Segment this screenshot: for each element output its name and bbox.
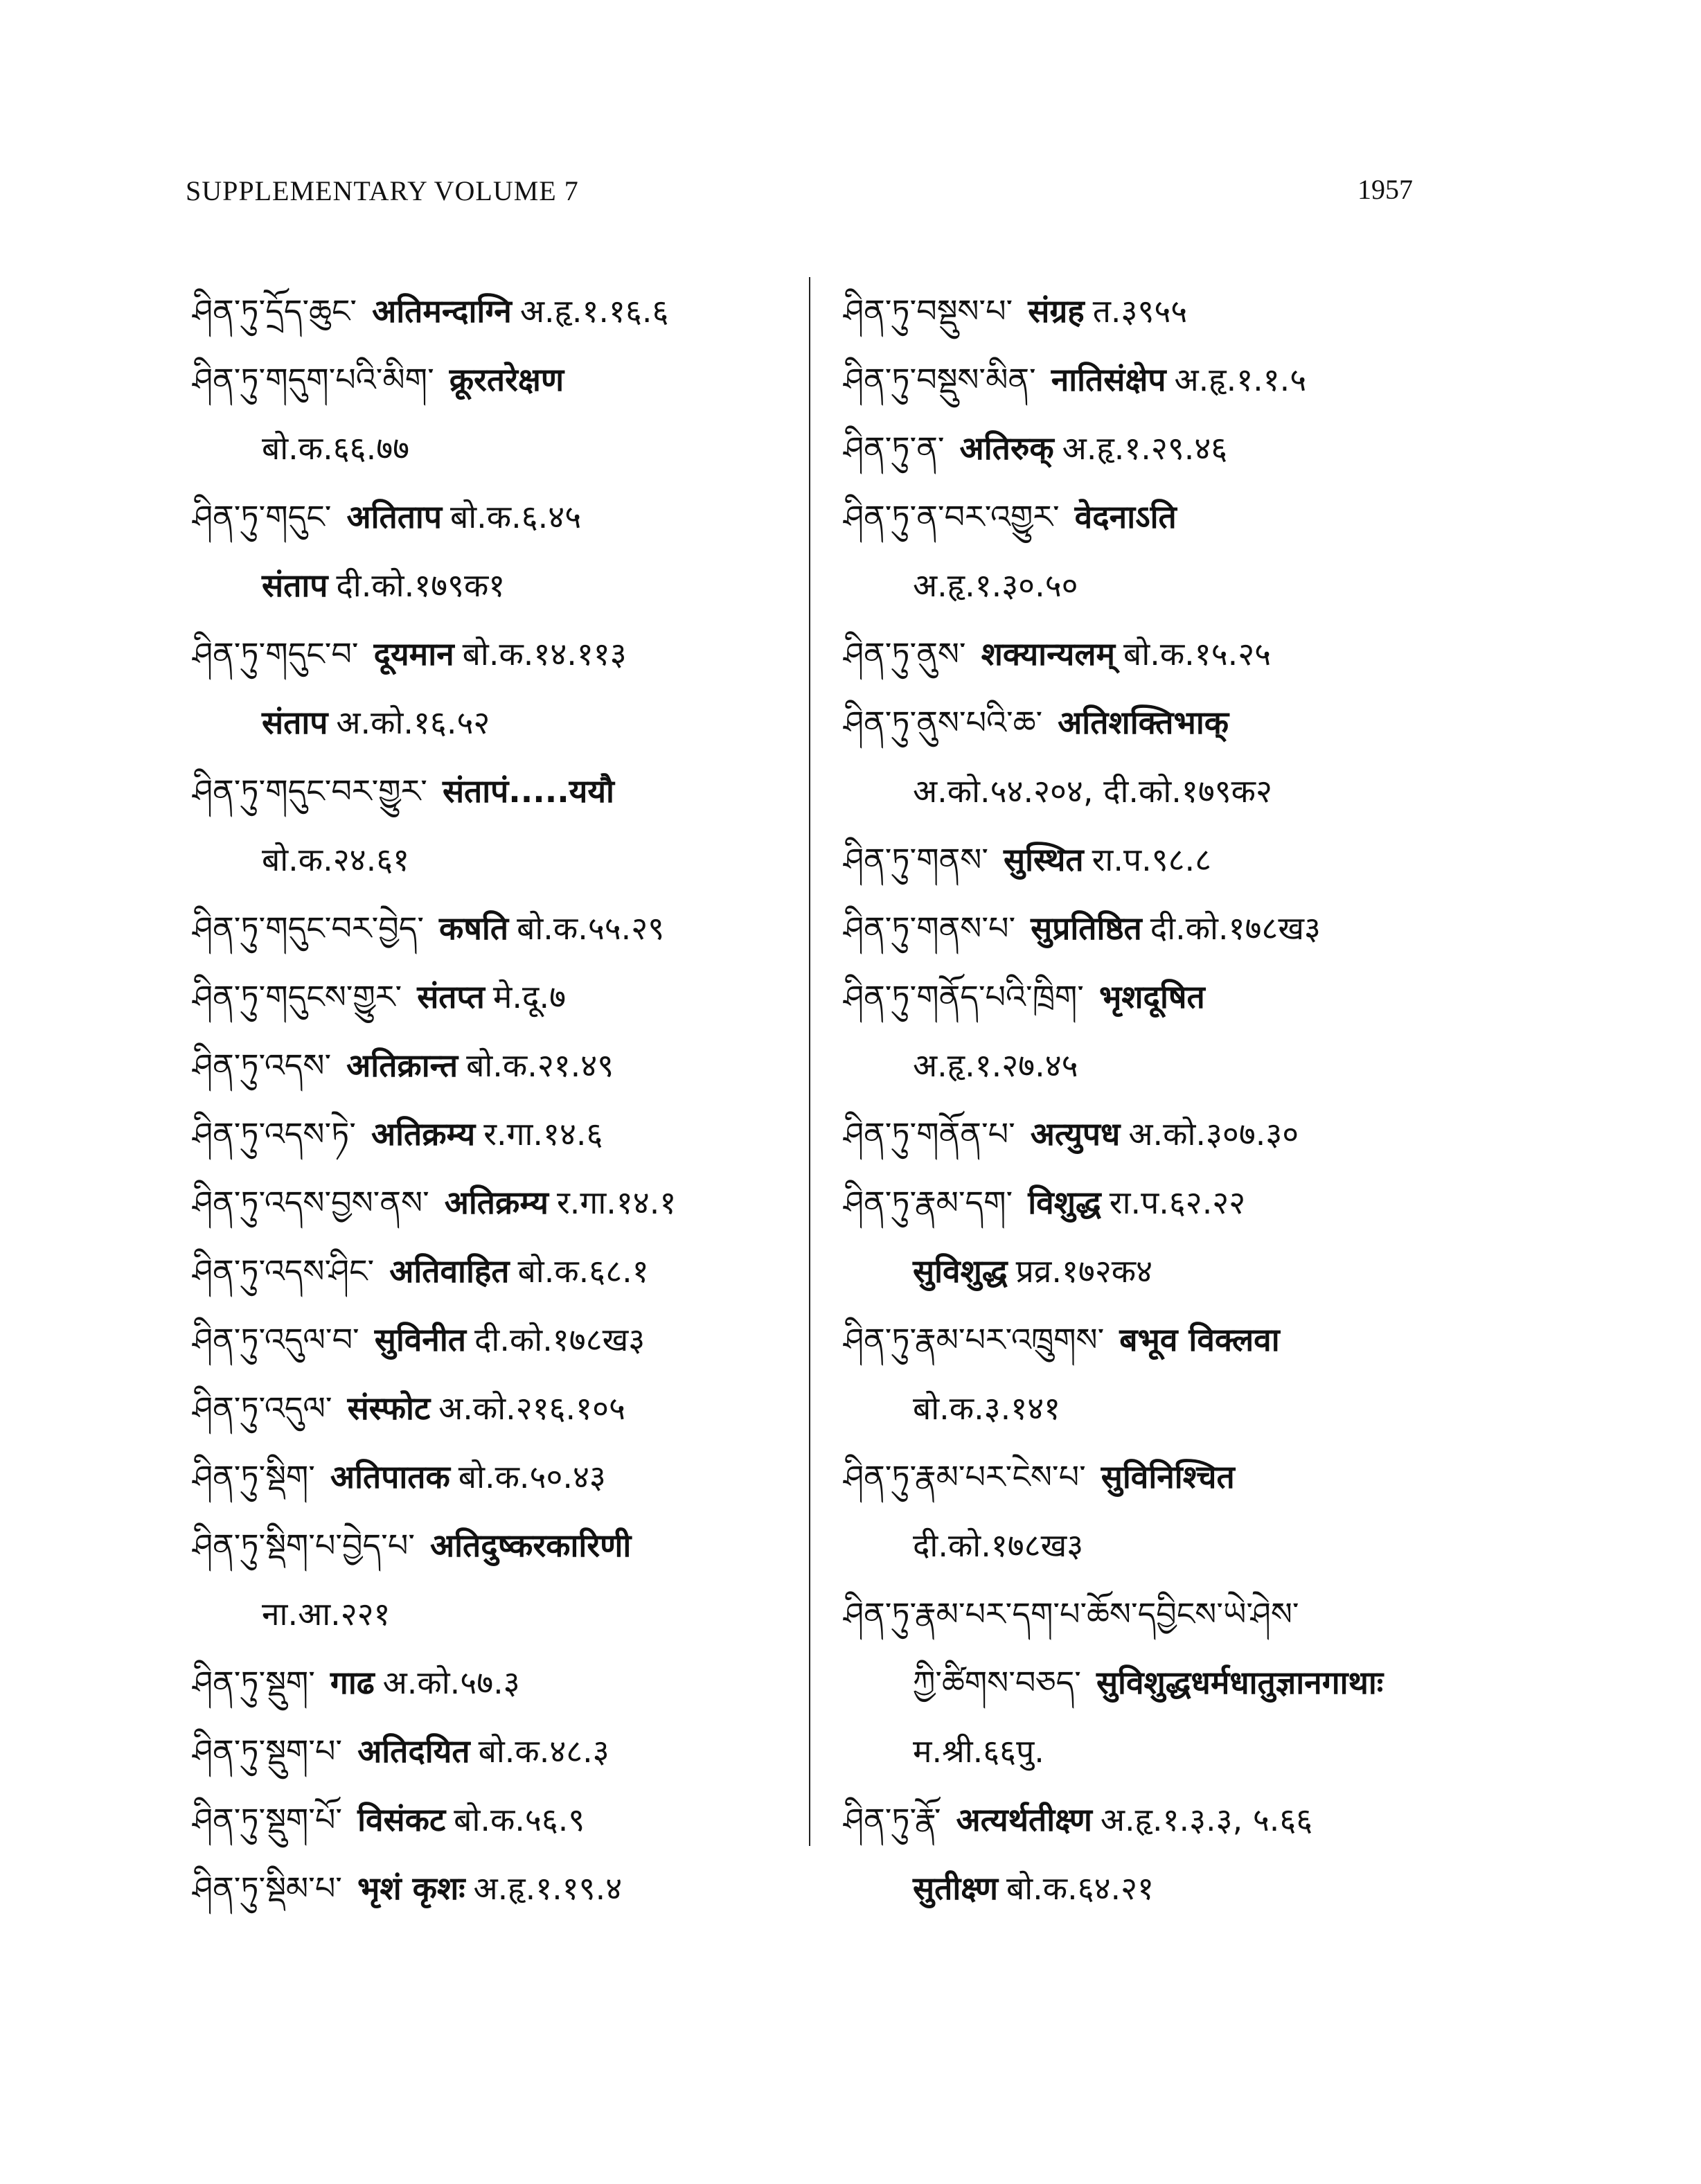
source-reference: र.गा.१४.१ [556, 1184, 677, 1221]
source-reference: रा.प.६२.२२ [1109, 1184, 1246, 1221]
source-reference: दी.को.१७९क१ [336, 567, 506, 604]
tibetan-headword: ཤིན་ཏུ་རྣམ་པར་ངེས་པ་ [844, 1458, 1086, 1495]
source-reference: बो.क.६८.१ [517, 1252, 649, 1290]
sanskrit-equivalent: सुविनिश्चित [1101, 1458, 1235, 1495]
sanskrit-equivalent: अतिताप [346, 498, 442, 535]
sanskrit-equivalent: संताप [262, 567, 328, 604]
dictionary-entry [193, 1374, 802, 1443]
tibetan-headword: ཤིན་ཏུ་འདས་བྱས་ནས་ [193, 1184, 429, 1221]
tibetan-headword: ཤིན་ཏུ་དྲོད་ཆུང་ [193, 292, 357, 330]
source-reference: बो.क.१४.११३ [462, 635, 627, 673]
dictionary-entry [844, 963, 1453, 1100]
entry-continuation [844, 1717, 1453, 1786]
tibetan-headword: ཤིན་ཏུ་སྡིག་པ་བྱེད་པ་ [193, 1527, 415, 1564]
entry-continuation [844, 1649, 1453, 1717]
sanskrit-equivalent: संतप्त [417, 978, 485, 1015]
source-reference: दी.को.१७८ख३ [474, 1321, 645, 1358]
sanskrit-equivalent: सुप्रतिष्ठित [1031, 909, 1142, 947]
source-reference: अ.हृ.१.३.३, ५.६६ [1100, 1801, 1313, 1838]
sanskrit-equivalent: अतिवाहित [389, 1252, 510, 1290]
tibetan-headword: ཤིན་ཏུ་རྣོ་ [844, 1801, 941, 1838]
dictionary-entry [193, 1031, 802, 1100]
entry-continuation [193, 551, 802, 620]
sanskrit-equivalent: भृशदूषित [1098, 978, 1205, 1015]
source-reference: बो.क.५५.२९ [517, 909, 665, 947]
source-reference: बो.क.६.४५ [449, 498, 582, 535]
tibetan-headword: ཤིན་ཏུ་སྡུག་པ་ [193, 1732, 343, 1770]
dictionary-entry [844, 689, 1453, 826]
dictionary-entry [844, 1100, 1453, 1169]
tibetan-headword: ཤིན་ཏུ་འདས་ [193, 1047, 332, 1084]
dictionary-entry [193, 1100, 802, 1169]
source-reference: दी.को.१७८ख३ [1150, 909, 1321, 947]
source-reference: ना.आ.२२१ [262, 1595, 391, 1633]
sanskrit-equivalent: संतापं.....ययौ [442, 772, 614, 810]
page-number: 1957 [1357, 174, 1413, 205]
sanskrit-equivalent: विसंकट [357, 1801, 446, 1838]
sanskrit-equivalent: विशुद्ध [1028, 1184, 1101, 1221]
sanskrit-equivalent: नातिसंक्षेप [1051, 361, 1166, 398]
dictionary-entry [193, 1443, 802, 1511]
sanskrit-equivalent: संस्फोट [347, 1390, 431, 1427]
dictionary-entry [193, 483, 802, 620]
sanskrit-equivalent: सुविशुद्धधर्मधातुज्ञानगाथाः [1096, 1664, 1384, 1701]
tibetan-headword: ཤིན་ཏུ་བསྡུས་པ་ [844, 292, 1013, 330]
source-reference: अ.हृ.१.१९.४ [473, 1870, 623, 1907]
tibetan-headword: ཤིན་ཏུ་འདུལ་བ་ [193, 1321, 359, 1358]
tibetan-headword: ཤིན་ཏུ་གདུང་ [193, 498, 332, 535]
source-reference: बो.क.५६.९ [454, 1801, 585, 1838]
entry-continuation [193, 414, 802, 483]
tibetan-headword: ཤིན་ཏུ་འདས་ཏེ་ [193, 1115, 356, 1153]
tibetan-headword: ཤིན་ཏུ་གནོན་པ་ [844, 1115, 1015, 1153]
dictionary-entry [193, 1717, 802, 1786]
tibetan-headword: ཤིན་ཏུ་ན་བར་འགྱུར་ [844, 498, 1060, 535]
dictionary-entry [844, 483, 1453, 620]
dictionary-entry [844, 346, 1453, 414]
dictionary-entry [193, 1306, 802, 1374]
source-reference: अ.हृ.१.१६.६ [519, 292, 669, 330]
tibetan-headword: ཤིན་ཏུ་གདུངས་གྱུར་ [193, 978, 402, 1015]
source-reference: बो.क.२१.४९ [466, 1047, 614, 1084]
source-reference: दी.को.१७८ख३ [913, 1527, 1084, 1564]
sanskrit-equivalent: क्रूरतरेक्षण [449, 361, 564, 398]
dictionary-entry [193, 963, 802, 1031]
sanskrit-equivalent: सुविनीत [374, 1321, 466, 1358]
tibetan-headword: ཤིན་ཏུ་སྡུག་ [193, 1664, 315, 1701]
source-reference: मे.दू.७ [492, 978, 567, 1015]
source-reference: अ.हृ.१.२९.४६ [1062, 429, 1228, 467]
sanskrit-equivalent: दूयमान [373, 635, 454, 673]
entry-continuation [193, 826, 802, 894]
sanskrit-equivalent: संग्रह [1028, 292, 1085, 330]
entry-continuation [844, 1854, 1453, 1923]
tibetan-headword: ཤིན་ཏུ་བསྡུས་མིན་ [844, 361, 1036, 398]
source-reference: रा.प.९८.८ [1092, 841, 1212, 878]
sanskrit-equivalent: बभूव विक्लवा [1119, 1321, 1280, 1358]
sanskrit-equivalent: सुविशुद्ध [913, 1252, 1008, 1290]
source-reference: अ.को.२१६.१०५ [438, 1390, 625, 1427]
tibetan-headword: ཤིན་ཏུ་སྡིག་ [193, 1458, 315, 1495]
sanskrit-equivalent: अतिमन्दाग्नि [372, 292, 512, 330]
tibetan-headword: ཤིན་ཏུ་གནས་ [844, 841, 988, 878]
source-reference: बो.क.५०.४३ [458, 1458, 606, 1495]
dictionary-entry [193, 1237, 802, 1306]
tibetan-headword: ཤིན་ཏུ་ན་ [844, 429, 945, 467]
tibetan-headword: ཤིན་ཏུ་རྣམ་པར་དག་པ་ཆོས་དབྱིངས་ཡེ་ཤེས་ [844, 1595, 1299, 1633]
sanskrit-equivalent: कषति [439, 909, 509, 947]
entry-continuation [844, 551, 1453, 620]
sanskrit-equivalent: अतिरुक् [959, 429, 1054, 467]
sanskrit-equivalent: शक्यान्यलम् [981, 635, 1116, 673]
entry-continuation [193, 1580, 802, 1649]
tibetan-headword: ཤིན་ཏུ་རྣམ་པར་འཁྲུགས་ [844, 1321, 1105, 1358]
sanskrit-equivalent: गाढ [330, 1664, 375, 1701]
source-reference: अ.हृ.१.२७.४५ [913, 1047, 1078, 1084]
tibetan-headword: ཤིན་ཏུ་སྡུག་པོ་ [193, 1801, 343, 1838]
source-reference: त.३९५५ [1092, 292, 1188, 330]
sanskrit-equivalent: संताप [262, 704, 328, 741]
tibetan-headword: ཤིན་ཏུ་གནས་པ་ [844, 909, 1016, 947]
entry-continuation [844, 1237, 1453, 1306]
source-reference: अ.को.५४.२०४, दी.को.१७९क२ [913, 772, 1272, 810]
source-reference: बो.क.६४.२१ [1006, 1870, 1155, 1907]
dictionary-entry [193, 277, 802, 346]
sanskrit-equivalent: सुतीक्ष्ण [913, 1870, 998, 1907]
tibetan-headword: ཤིན་ཏུ་གནོད་པའི་ཁྲིག་ [844, 978, 1084, 1015]
tibetan-headword: ཤིན་ཏུ་འདས་ཤིང་ [193, 1252, 375, 1290]
tibetan-headword: ཤིན་ཏུ་ནུས་པའི་ཆ་ [844, 704, 1043, 741]
tibetan-headword-continued: ཀྱི་ཚིགས་བཅད་ [913, 1664, 1081, 1701]
tibetan-headword: ཤིན་ཏུ་སྡིམ་པ་ [193, 1870, 342, 1907]
right-column [844, 277, 1453, 1923]
dictionary-entry [844, 277, 1453, 346]
sanskrit-equivalent: अतिक्रम्य [444, 1184, 549, 1221]
dictionary-entry [844, 1306, 1453, 1443]
dictionary-entry [193, 894, 802, 963]
entry-continuation [844, 1511, 1453, 1580]
dictionary-entry [844, 826, 1453, 894]
sanskrit-equivalent: वेदनाऽति [1074, 498, 1177, 535]
sanskrit-equivalent: अतिदुष्करकारिणी [430, 1527, 632, 1564]
dictionary-entry [193, 620, 802, 757]
dictionary-entry [193, 1649, 802, 1717]
source-reference: प्रव्र.१७२क४ [1015, 1252, 1153, 1290]
sanskrit-equivalent: अतिशक्तिभाक् [1058, 704, 1229, 741]
dictionary-entry [844, 414, 1453, 483]
dictionary-entry [193, 1786, 802, 1854]
dictionary-entry [844, 1169, 1453, 1306]
sanskrit-equivalent: अत्युपध [1030, 1115, 1121, 1153]
entry-continuation [844, 1031, 1453, 1100]
entry-continuation [844, 1374, 1453, 1443]
tibetan-headword: ཤིན་ཏུ་རྣམ་དག་ [844, 1184, 1013, 1221]
dictionary-entry [193, 1169, 802, 1237]
dictionary-entry [844, 1786, 1453, 1923]
source-reference: बो.क.२४.६१ [262, 841, 410, 878]
source-reference: बो.क.३.१४१ [913, 1390, 1061, 1427]
source-reference: अ.को.१६.५२ [336, 704, 490, 741]
dictionary-entry [193, 757, 802, 894]
source-reference: र.गा.१४.६ [483, 1115, 603, 1153]
entry-continuation [844, 757, 1453, 826]
tibetan-headword: ཤིན་ཏུ་གདུང་བ་ [193, 635, 359, 673]
dictionary-entry [193, 1511, 802, 1649]
left-column [193, 277, 802, 1923]
tibetan-headword: ཤིན་ཏུ་འདུལ་ [193, 1390, 332, 1427]
column-divider [809, 277, 810, 1846]
dictionary-entry [844, 620, 1453, 689]
dictionary-entry [193, 346, 802, 483]
source-reference: अ.को.५७.३ [382, 1664, 520, 1701]
tibetan-headword: ཤིན་ཏུ་ནུས་ [844, 635, 966, 673]
dictionary-entry [844, 894, 1453, 963]
sanskrit-equivalent: सुस्थित [1003, 841, 1084, 878]
source-reference: बो.क.१५.२५ [1123, 635, 1272, 673]
dictionary-entry [844, 1717, 1453, 1786]
source-reference: बो.क.६६.७७ [262, 429, 410, 467]
dictionary-entry [193, 1854, 802, 1923]
source-reference: अ.हृ.१.३०.५० [913, 567, 1078, 604]
dictionary-entry [844, 1580, 1453, 1717]
entry-continuation [193, 689, 802, 757]
dictionary-entry [844, 1443, 1453, 1580]
source-reference: अ.हृ.१.१.५ [1174, 361, 1307, 398]
sanskrit-equivalent: भृशं कृशः [357, 1870, 465, 1907]
source-reference: अ.को.३०७.३० [1128, 1115, 1299, 1153]
sanskrit-equivalent: अत्यर्थतीक्ष्ण [956, 1801, 1092, 1838]
source-reference: म.श्री.६६पु. [913, 1732, 1044, 1770]
sanskrit-equivalent: अतिपातक [330, 1458, 450, 1495]
tibetan-headword: ཤིན་ཏུ་གདུང་བར་བྱེད་ [193, 909, 425, 947]
sanskrit-equivalent: अतिक्रान्त [346, 1047, 458, 1084]
sanskrit-equivalent: अतिदयित [357, 1732, 470, 1770]
tibetan-headword: ཤིན་ཏུ་གདུག་པའི་མིག་ [193, 361, 434, 398]
source-reference: बो.क.४८.३ [478, 1732, 609, 1770]
running-head: SUPPLEMENTARY VOLUME 7 [186, 175, 579, 206]
tibetan-headword: ཤིན་ཏུ་གདུང་བར་གྱུར་ [193, 772, 427, 810]
sanskrit-equivalent: अतिक्रम्य [371, 1115, 476, 1153]
